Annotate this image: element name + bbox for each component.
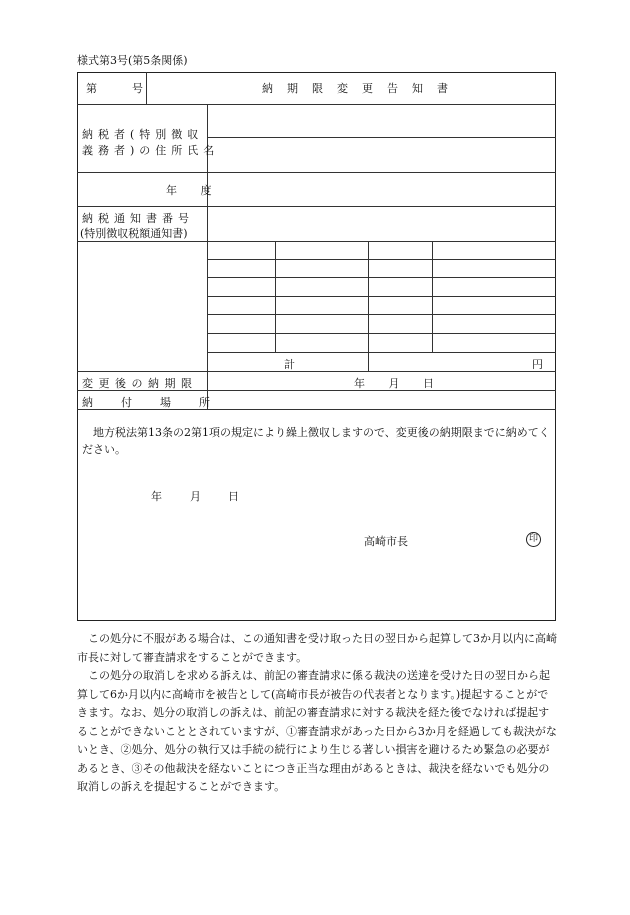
appeal-notice: この処分に不服がある場合は、この通知書を受け取った日の翌日から起算して3か月以内に高崎市長に対して審査請求をすることができます。 xyxy=(77,632,557,664)
new-due-label: 変更後の納期限 xyxy=(82,377,198,390)
rule xyxy=(77,241,556,242)
notice-text: 地方税法第13条の2第1項の規定により繰上徴収しますので、変更後の納期限までに納めてください。 xyxy=(82,426,550,456)
rule xyxy=(77,371,556,372)
total-unit: 円 xyxy=(532,358,543,371)
rule xyxy=(146,72,147,104)
rule xyxy=(368,241,369,371)
rule xyxy=(207,137,556,138)
number-suffix: 号 xyxy=(132,82,143,95)
taxpayer-label: 義務者)の住所氏名 xyxy=(82,144,220,157)
year-label: 年 度 xyxy=(166,184,222,197)
rule xyxy=(207,259,556,260)
rule xyxy=(207,296,556,297)
rule xyxy=(207,352,556,353)
number-prefix: 第 xyxy=(86,82,97,95)
seal-mark: 印 xyxy=(526,532,541,547)
payment-place-label: 納付場所 xyxy=(82,396,238,409)
date-day: 日 xyxy=(228,490,239,503)
rule xyxy=(207,277,556,278)
rule xyxy=(207,333,556,334)
lawsuit-notice: この処分の取消しを求める訴えは、前記の審査請求に係る裁決の送達を受けた日の翌日から起算して6か月以内に高崎市を被告として(高崎市長が被告の代表者となります。)提起することができます。なお、処分の取消しの訴えは、前記の審査請求に対する裁決を経た後でなければ提起することができないこととされていますが、①審査請求があった日から3か月を経過しても裁決がないとき、②処分、処分の執行又は手続の続行により生じる著しい損害を避けるため緊急の必要があるとき、③その他裁決を経ないことにつき正当な理由があるときは、裁決を経ないでも処分の取消しの訴えを提起することができます。 xyxy=(77,669,557,793)
rule xyxy=(77,172,556,173)
date-year: 年 xyxy=(151,490,162,503)
notice-number-label: 納税通知書番号 xyxy=(82,212,194,225)
rule xyxy=(432,241,433,352)
date-month: 月 xyxy=(190,490,201,503)
issuer-name: 高崎市長 xyxy=(364,535,408,548)
taxpayer-label: 納税者(特別徴収 xyxy=(82,128,204,141)
rule xyxy=(77,104,556,105)
form-number: 様式第3号(第5条関係) xyxy=(77,54,188,67)
notice-number-label: (特別徴収税額通知書) xyxy=(80,227,188,240)
rule xyxy=(275,241,276,352)
document-title: 納期限変更告知書 xyxy=(262,82,462,95)
new-due-date: 年 月 日 xyxy=(354,377,444,390)
rule xyxy=(207,314,556,315)
total-label: 計 xyxy=(284,358,295,371)
rule xyxy=(77,206,556,207)
